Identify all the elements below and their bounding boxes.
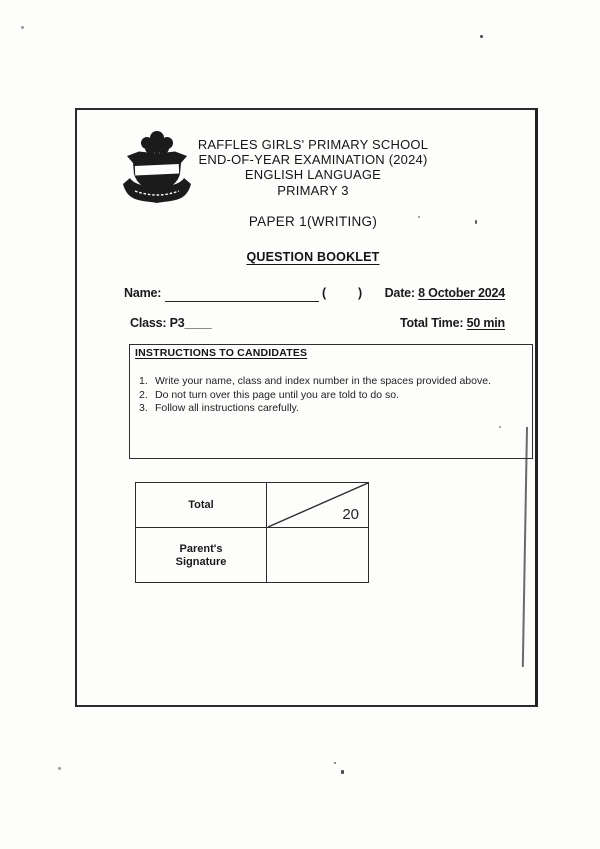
class-field	[130, 316, 212, 330]
date-label: Date:	[384, 286, 415, 300]
instruction-item	[139, 375, 526, 389]
parent-signature-label: Parent's Signature	[175, 542, 227, 568]
index-bracket-open: (	[322, 286, 326, 300]
page-border-frame	[75, 108, 538, 707]
instruction-text: Write your name, class and index number in the spaces provided above.	[155, 375, 491, 387]
scan-line-artifact	[522, 427, 528, 667]
scan-speck	[21, 26, 24, 29]
index-bracket-close: )	[358, 286, 362, 300]
date-field	[385, 286, 505, 300]
parent-signature-value-cell	[268, 529, 368, 580]
date-value: 8 October 2024	[418, 286, 505, 300]
name-blank-line	[165, 301, 319, 302]
score-table	[135, 482, 369, 583]
subject-name: ENGLISH LANGUAGE	[244, 167, 382, 183]
instruction-text: Follow all instructions carefully.	[155, 402, 299, 415]
instruction-number: 3.	[139, 402, 148, 415]
scan-speck	[334, 762, 336, 764]
scan-speck	[341, 770, 344, 774]
class-blank-line: ____	[184, 316, 212, 330]
total-label-cell	[136, 483, 266, 527]
total-label: Total	[188, 499, 214, 511]
name-label: Name:	[124, 286, 162, 300]
instruction-text: Do not turn over this page until you are told to do so.	[155, 388, 399, 401]
parent-signature-label-cell	[136, 529, 266, 582]
class-label: Class: P3	[130, 316, 185, 330]
booklet-title: QUESTION BOOKLET	[246, 250, 380, 264]
school-name: RAFFLES GIRLS' PRIMARY SCHOOL	[197, 137, 429, 152]
instructions-title: INSTRUCTIONS TO CANDIDATES	[135, 347, 308, 359]
table-column-divider	[266, 483, 267, 582]
exam-header-block	[133, 137, 493, 198]
total-time-value: 50 min	[466, 316, 505, 330]
instructions-list	[139, 375, 526, 416]
table-row-divider	[136, 527, 368, 528]
instruction-number: 1.	[139, 375, 148, 387]
exam-title: END-OF-YEAR EXAMINATION (2024)	[198, 152, 428, 168]
total-time-field	[400, 316, 505, 330]
total-max-score: 20	[342, 506, 359, 523]
instruction-item	[139, 389, 526, 403]
instruction-number: 2.	[139, 388, 148, 401]
paper-title: PAPER 1(WRITING)	[248, 214, 378, 229]
scan-speck	[480, 35, 483, 38]
instructions-box	[129, 344, 533, 459]
level-name: PRIMARY 3	[277, 182, 349, 198]
instruction-item	[139, 402, 526, 416]
total-score-cell	[268, 483, 368, 527]
total-time-label: Total Time:	[399, 316, 464, 330]
scan-speck	[58, 767, 61, 770]
